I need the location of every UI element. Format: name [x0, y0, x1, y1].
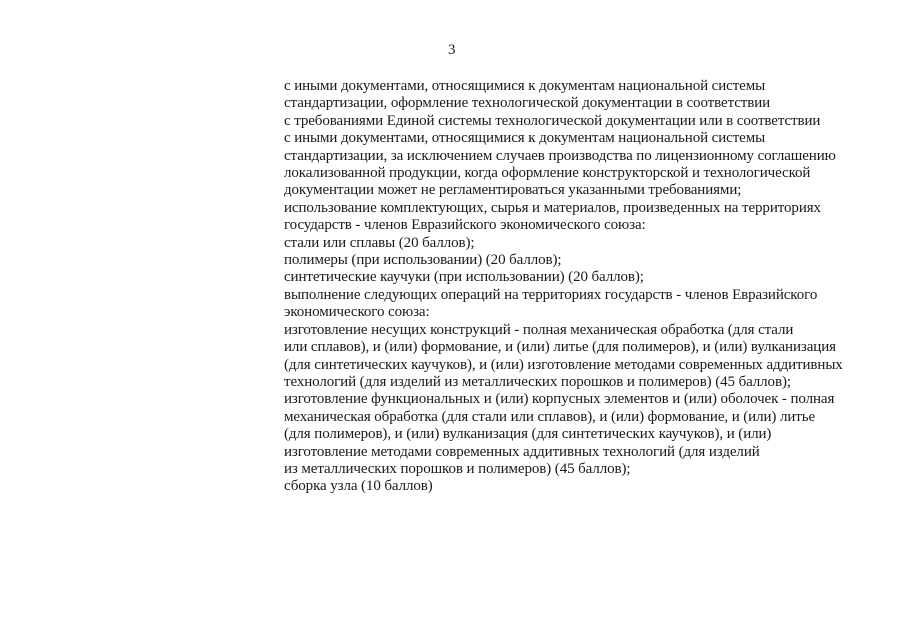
text-line: документации может не регламентироваться указанными требованиями; [284, 182, 742, 199]
text-line: из металлических порошков и полимеров) (45 баллов); [284, 460, 631, 477]
text-line: полимеры (при использовании) (20 баллов); [284, 252, 562, 269]
text-line: использование комплектующих, сырья и материалов, произведенных на территориях [284, 199, 821, 216]
body-text [284, 78, 884, 496]
text-line: сборка узла (10 баллов) [284, 478, 433, 495]
text-line: синтетические каучуки (при использовании) (20 баллов); [284, 269, 644, 286]
page-number: 3 [448, 42, 456, 58]
text-line: выполнение следующих операций на территориях государств - членов Евразийского [284, 286, 818, 303]
text-line: или сплавов), и (или) формование, и (или) литье (для полимеров), и (или) вулканизация [284, 339, 836, 356]
text-line: технологий (для изделий из металлических порошков и полимеров) (45 баллов); [284, 373, 791, 390]
text-line: стандартизации, оформление технологической документации в соответствии [284, 95, 771, 112]
text-line: изготовление функциональных и (или) корпусных элементов и (или) оболочек - полная [284, 391, 835, 408]
text-line: государств - членов Евразийского экономического союза: [284, 217, 646, 234]
text-line: (для полимеров), и (или) вулканизация (для синтетических каучуков), и (или) [284, 426, 772, 443]
text-line: стандартизации, за исключением случаев производства по лицензионному соглашению [284, 147, 836, 164]
text-line: (для синтетических каучуков), и (или) изготовление методами современных аддитивных [284, 356, 843, 373]
text-line: изготовление несущих конструкций - полная механическая обработка (для стали [284, 321, 794, 338]
text-line: локализованной продукции, когда оформление конструкторской и технологической [284, 165, 811, 182]
text-line: с иными документами, относящимися к документам национальной системы [284, 130, 766, 147]
text-line: с требованиями Единой системы технологической документации или в соответствии [284, 112, 821, 129]
text-line: стали или сплавы (20 баллов); [284, 234, 475, 251]
text-line: механическая обработка (для стали или сплавов), и (или) формование, и (или) литье [284, 408, 816, 425]
text-line: экономического союза: [284, 304, 430, 321]
text-line: изготовление методами современных аддитивных технологий (для изделий [284, 443, 760, 460]
text-line: с иными документами, относящимися к документам национальной системы [284, 78, 766, 94]
